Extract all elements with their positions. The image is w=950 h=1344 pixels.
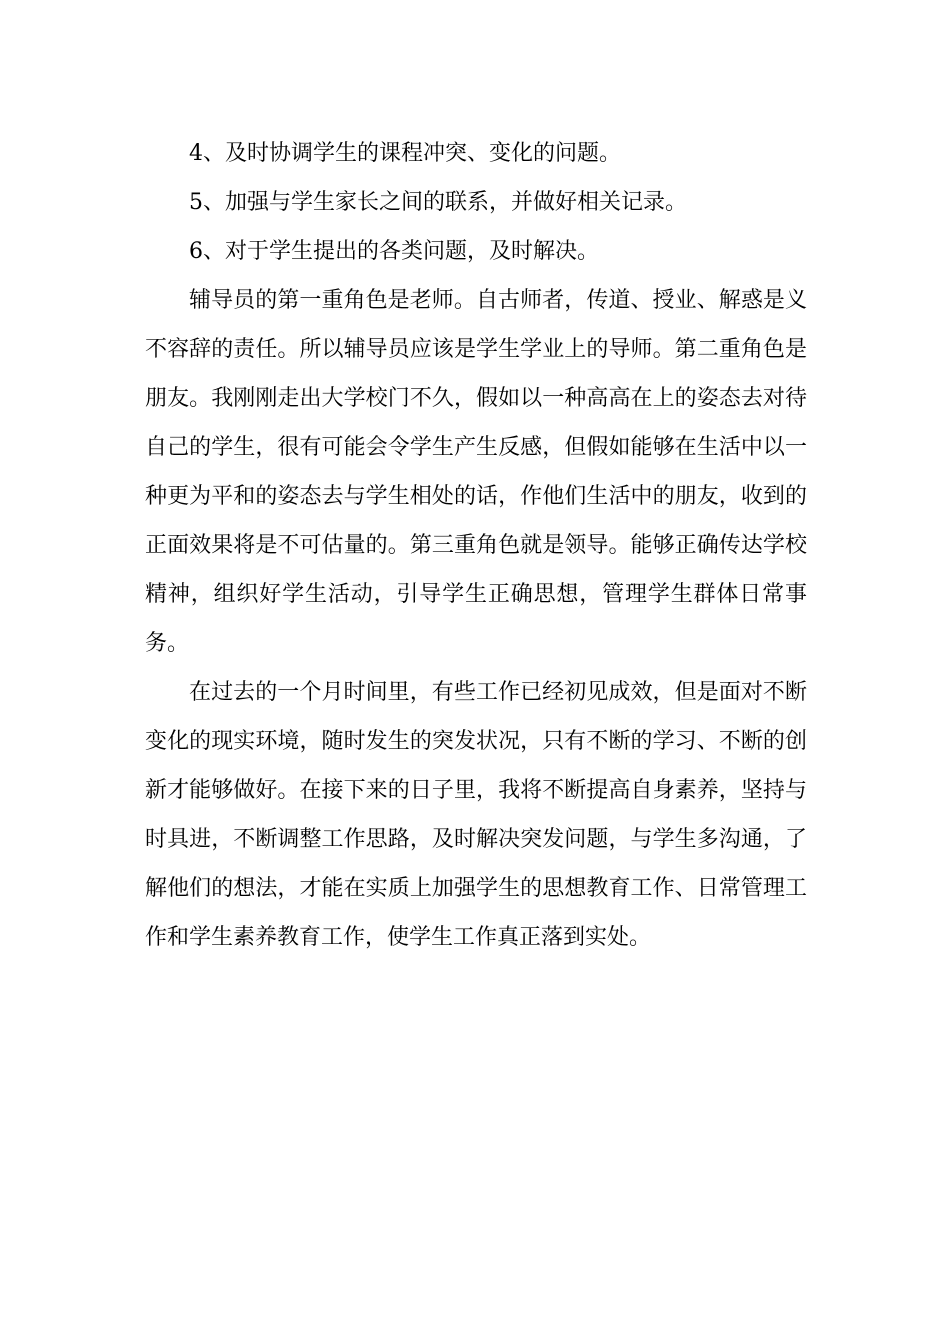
document-body: [145, 129, 807, 962]
list-item-4: 4、及时协调学生的课程冲突、变化的问题。: [189, 141, 621, 166]
paragraph-summary: 在过去的一个月时间里，有些工作已经初见成效，但是面对不断变化的现实环境，随时发生的突发状况，只有不断的学习、不断的创新才能够做好。在接下来的日子里，我将不断提高自身素养，坚持与时具进，不断调整工作思路，及时解决突发问题，与学生多沟通，了解他们的想法，才能在实质上加强学生的思想教育工作、日常管理工作和学生素养教育工作，使学生工作真正落到实处。: [145, 680, 807, 950]
paragraph-roles: 辅导员的第一重角色是老师。自古师者，传道、授业、解惑是义不容辞的责任。所以辅导员应该是学生学业上的导师。第二重角色是朋友。我刚刚走出大学校门不久，假如以一种高高在上的姿态去对待自己的学生，很有可能会令学生产生反感，但假如能够在生活中以一种更为平和的姿态去与学生相处的话，作他们生活中的朋友，收到的正面效果将是不可估量的。第三重角色就是领导。能够正确传达学校精神，组织好学生活动，引导学生正确思想，管理学生群体日常事务。: [145, 288, 807, 656]
list-item-6: 6、对于学生提出的各类问题，及时解决。: [189, 239, 599, 264]
list-item-5: 5、加强与学生家长之间的联系，并做好相关记录。: [189, 190, 687, 215]
